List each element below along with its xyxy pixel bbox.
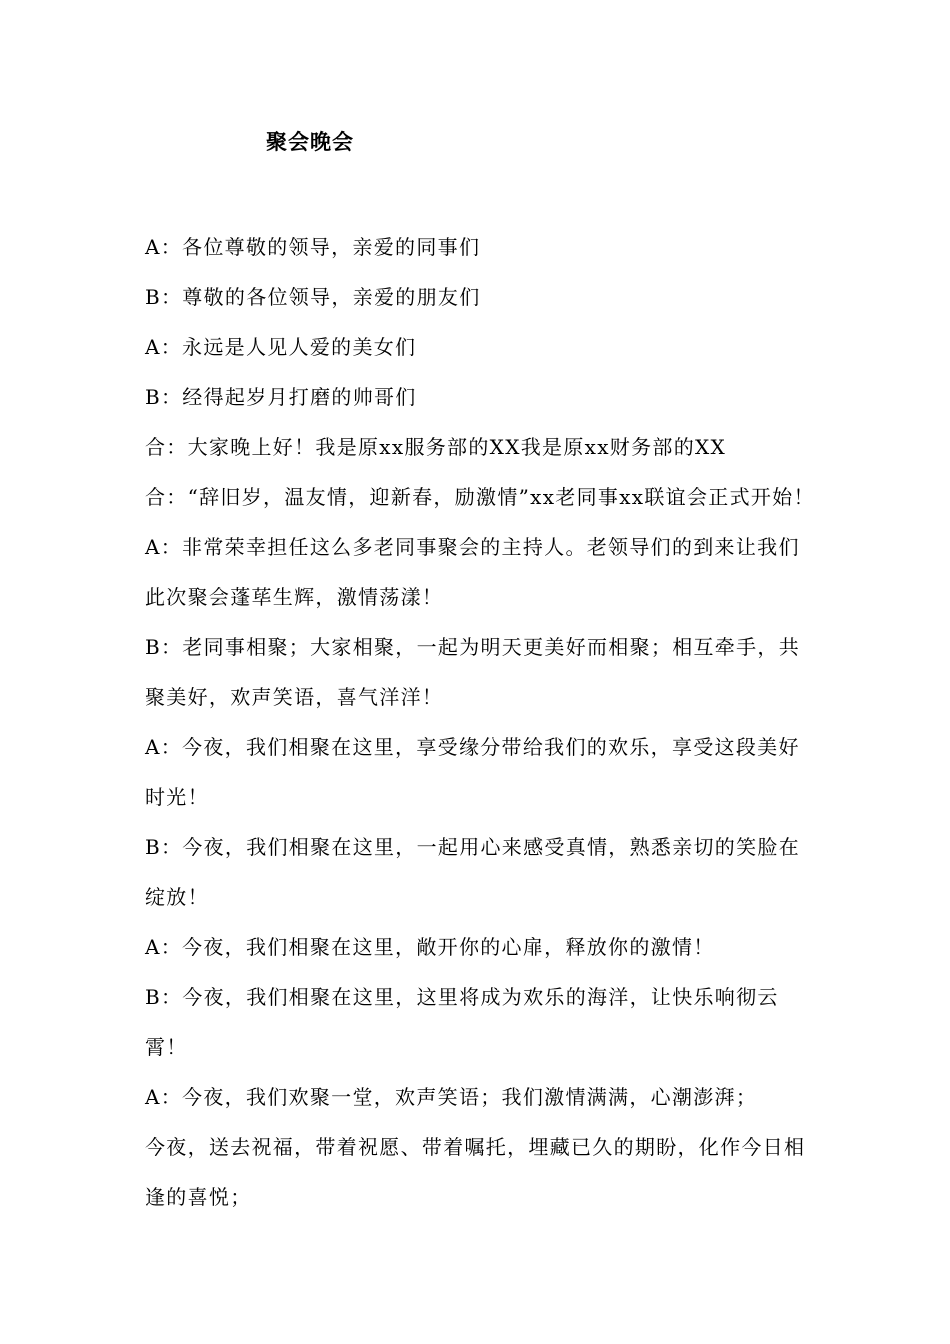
paragraph-1: A：各位尊敬的领导，亲爱的同事们 [145,235,481,259]
paragraph-14: 今夜，送去祝福，带着祝愿、带着嘱托，埋藏已久的期盼，化作今日相逢的喜悦； [145,1135,806,1209]
paragraph-13: A：今夜，我们欢聚一堂，欢声笑语；我们激情满满，心潮澎湃； [145,1085,758,1109]
paragraph-2: B：尊敬的各位领导，亲爱的朋友们 [145,285,481,309]
paragraph-5: 合：大家晚上好！我是原xx服务部的XX我是原xx财务部的XX [145,435,727,459]
paragraph-3: A：永远是人见人爱的美女们 [145,335,417,359]
paragraph-6: 合：“辞旧岁，温友情，迎新春，励激情”xx老同事xx联谊会正式开始！ [145,485,815,509]
document-title: 聚会晚会 [266,130,354,154]
paragraph-12: B：今夜，我们相聚在这里，这里将成为欢乐的海洋，让快乐响彻云霄！ [145,985,779,1059]
paragraph-7: A：非常荣幸担任这么多老同事聚会的主持人。老领导们的到来让我们此次聚会蓬荜生辉，激情荡漾！ [145,535,800,609]
paragraph-10: B：今夜，我们相聚在这里，一起用心来感受真情，熟悉亲切的笑脸在绽放！ [145,835,800,909]
paragraph-8: B：老同事相聚；大家相聚，一起为明天更美好而相聚；相互牵手，共聚美好，欢声笑语，喜气洋洋！ [145,635,800,709]
paragraph-9: A：今夜，我们相聚在这里，享受缘分带给我们的欢乐，享受这段美好时光！ [145,735,800,809]
paragraph-4: B：经得起岁月打磨的帅哥们 [145,385,417,409]
document-body [145,222,820,1222]
paragraph-11: A：今夜，我们相聚在这里，敞开你的心扉，释放你的激情！ [145,935,715,959]
